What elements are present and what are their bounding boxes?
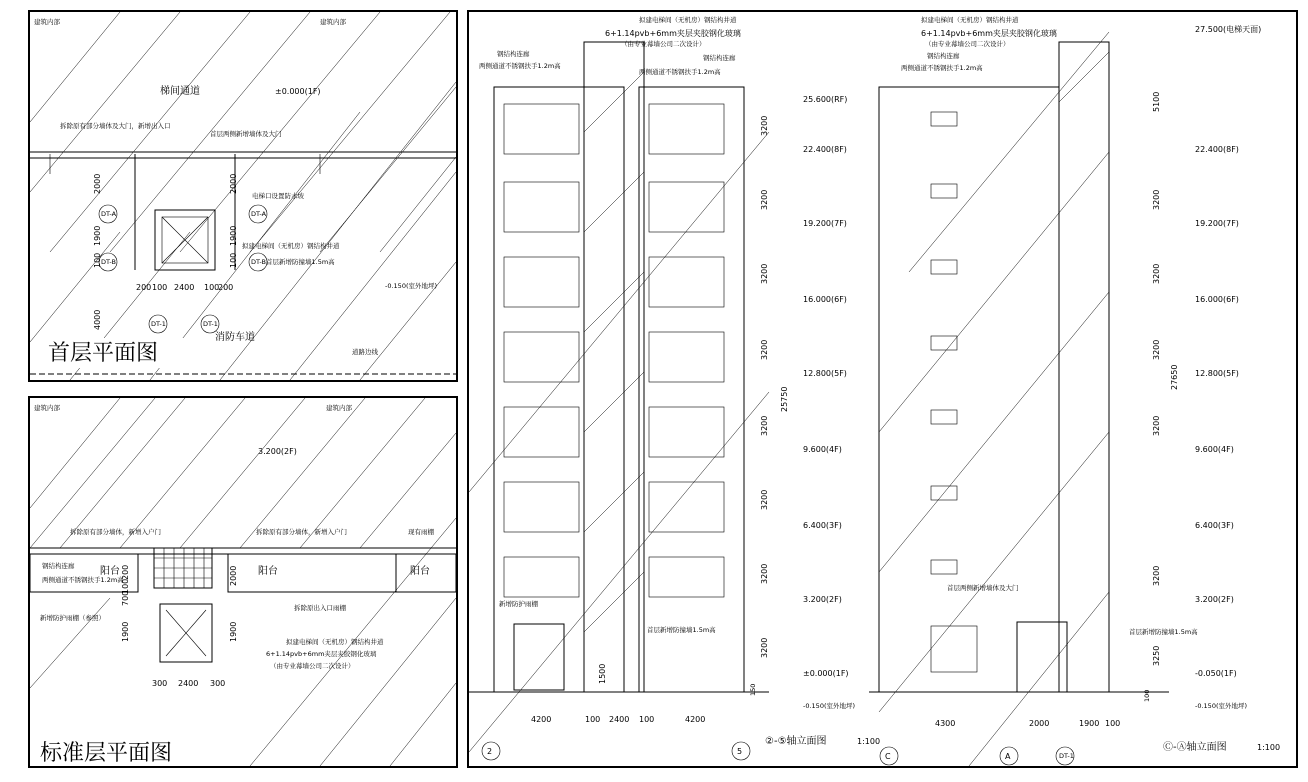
svg-text:100: 100 [121,578,130,594]
svg-text:4300: 4300 [935,719,956,728]
svg-text:6.400(3F): 6.400(3F) [1195,521,1234,530]
svg-text:3200: 3200 [760,115,769,136]
elevations-panel [467,10,1298,768]
elevation1-entrance-door [514,624,564,690]
elevation2-elevator-shaft [1059,42,1109,692]
svg-text:3200: 3200 [1152,415,1161,436]
ground-floor-plan-panel [28,10,458,382]
elev2-title: Ⓒ-Ⓐ轴立面图 [1163,742,1227,753]
elevation2-hatch [879,32,1109,766]
svg-text:100: 100 [93,252,102,268]
note-waterproof-slope: 电梯口设置防水坡 [252,192,304,200]
note-existing-canopy: 现有雨棚 [408,528,434,536]
tag-dt-1-left [149,315,167,333]
vertical-dimensions [121,565,238,642]
elev2-horizontal-dims [935,719,1120,728]
elev1-note-canopy: 新增防护雨棚 [499,600,538,608]
svg-text:200: 200 [218,283,234,292]
svg-text:3.200(2F): 3.200(2F) [1195,595,1234,604]
svg-text:100: 100 [1143,689,1151,702]
label-building-interior-right: 建筑内部 [320,18,346,26]
svg-text:4200: 4200 [685,715,706,724]
svg-text:±0.000(1F): ±0.000(1F) [803,669,849,678]
svg-text:6.400(3F): 6.400(3F) [803,521,842,530]
elev1-note-shaft: 拟建电梯间（无机房）钢结构井道 [639,16,737,24]
elev2-axis-a [1000,747,1018,765]
svg-text:5: 5 [737,747,743,756]
svg-text:12.800(5F): 12.800(5F) [803,369,847,378]
svg-text:200: 200 [121,564,130,580]
label-building-interior-right: 建筑内部 [326,404,352,412]
svg-text:DT-B: DT-B [251,258,266,266]
svg-text:100: 100 [229,252,238,268]
elev2-level-labels [1195,24,1261,710]
svg-text:3200: 3200 [1152,189,1161,210]
tag-dt-a-left [99,205,117,223]
svg-text:2400: 2400 [174,283,195,292]
note-handrail: 两侧通道不锈钢扶手1.2m高 [42,576,124,584]
ground-floor-plan-drawing [30,12,456,380]
elev1-note-corridor-right: 钢结构连廊 [703,54,736,62]
balcony-label-middle: 阳台 [258,566,278,577]
svg-text:22.400(8F): 22.400(8F) [1195,145,1239,154]
horizontal-dimensions [136,283,233,292]
svg-text:-0.150(室外地坪): -0.150(室外地坪) [803,702,856,710]
elevations-drawing [469,12,1296,766]
elev2-note-glass: 6+1.14pvb+6mm夹层夹胶钢化玻璃 [921,29,1057,38]
elev2-tag-dt-1 [1056,747,1074,765]
elevation-outdoor: -0.150(室外地坪) [385,282,438,290]
elev1-note-rail-right: 两侧通道不锈钢扶手1.2m高 [639,68,721,76]
svg-text:300: 300 [152,679,168,688]
elev1-note-glass: 6+1.14pvb+6mm夹层夹胶钢化玻璃 [605,29,741,38]
svg-text:DT-1: DT-1 [151,320,166,328]
svg-text:DT-A: DT-A [101,210,117,218]
svg-text:3250: 3250 [1152,645,1161,666]
svg-text:2000: 2000 [93,173,102,194]
elev2-vertical-dims [1143,92,1179,702]
svg-text:2000: 2000 [229,173,238,194]
svg-text:3200: 3200 [760,489,769,510]
elev1-note-design: （由专业幕墙公司二次设计） [621,40,706,48]
balcony-label-right: 阳台 [410,566,430,577]
note-crash-wall: 首层新增防撞墙1.5m高 [266,258,335,266]
svg-text:700: 700 [121,590,130,606]
svg-text:3200: 3200 [760,415,769,436]
svg-text:16.000(6F): 16.000(6F) [1195,295,1239,304]
svg-text:19.200(7F): 19.200(7F) [1195,219,1239,228]
svg-text:12.800(5F): 12.800(5F) [1195,369,1239,378]
svg-text:16.000(6F): 16.000(6F) [803,295,847,304]
note-steel-corridor: 钢结构连廊 [42,562,75,570]
elevation-1f: ±0.000(1F) [275,87,321,96]
svg-text:3200: 3200 [760,189,769,210]
svg-text:5100: 5100 [1152,91,1161,112]
svg-text:22.400(8F): 22.400(8F) [803,145,847,154]
elev1-note-wall: 首层新增防撞墙1.5m高 [647,626,716,634]
svg-text:100: 100 [1105,719,1121,728]
corridor-label: 梯间通道 [160,86,200,97]
svg-text:4000: 4000 [93,309,102,330]
elev2-note-shaft: 拟建电梯间（无机房）钢结构井道 [921,16,1019,24]
elev1-scale: 1:100 [857,737,881,746]
svg-text:1500: 1500 [598,663,607,684]
svg-text:1900: 1900 [229,225,238,246]
balcony-middle [228,554,396,592]
svg-text:2400: 2400 [178,679,199,688]
note-new-canopy: 新增防护雨棚（参照） [40,614,105,622]
svg-text:DT-1: DT-1 [203,320,218,328]
elev2-note-door: 首层两侧新增墙体及大门 [947,584,1019,592]
elev2-axis-c [880,747,898,765]
note-new-door: 首层两侧新增墙体及大门 [210,130,282,138]
label-building-interior-left: 建筑内部 [34,404,60,412]
standard-floor-plan-panel [28,396,458,768]
vertical-dimensions [93,174,238,330]
elevation-2f: 3.200(2F) [258,447,297,456]
svg-text:3200: 3200 [760,263,769,284]
svg-text:100: 100 [152,283,168,292]
svg-text:1900: 1900 [93,225,102,246]
note-elevator-shaft: 拟建电梯间（无机房）钢结构井道 [286,638,384,646]
svg-text:1900: 1900 [121,621,130,642]
svg-text:9.600(4F): 9.600(4F) [803,445,842,454]
fire-lane-label: 消防车道 [215,332,255,343]
tag-dt-1-right [201,315,219,333]
svg-text:3.200(2F): 3.200(2F) [803,595,842,604]
svg-text:300: 300 [210,679,226,688]
svg-text:DT-B: DT-B [101,258,116,266]
plan-title-standard-floor: 标准层平面图 [40,741,173,766]
svg-text:100: 100 [585,715,601,724]
elev1-vertical-dims [598,116,789,696]
svg-text:-0.050(1F): -0.050(1F) [1195,669,1237,678]
elev1-title: ②-⑤轴立面图 [765,736,827,747]
svg-text:2: 2 [487,747,493,756]
svg-text:100: 100 [204,283,220,292]
plan-title-ground-floor: 首层平面图 [48,341,159,366]
elev1-note-rail-left: 两侧通道不锈钢扶手1.2m高 [479,62,561,70]
svg-text:200: 200 [136,283,152,292]
balcony-label-left: 阳台 [100,566,120,577]
elev2-scale: 1:100 [1257,743,1281,752]
elevation1-elevator-shaft [584,42,644,692]
note-elevator-shaft: 拟建电梯间（无机房）钢结构井道 [242,242,340,250]
svg-text:25.600(RF): 25.600(RF) [803,95,848,104]
svg-text:DT-1: DT-1 [1059,752,1074,760]
horizontal-dimensions [152,679,225,688]
tag-dt-b-right [249,253,267,271]
label-building-interior-left: 建筑内部 [34,18,60,26]
elevation1-windows [504,104,724,597]
svg-text:1900: 1900 [1079,719,1100,728]
standard-floor-plan-drawing [30,398,456,766]
elev2-note-wall: 首层新增防撞墙1.5m高 [1129,628,1198,636]
note-glass-spec: 6+1.14pvb+6mm夹层夹胶钢化玻璃 [266,650,377,658]
svg-text:3200: 3200 [760,637,769,658]
note-secondary-design: （由专业幕墙公司二次设计） [270,662,355,670]
elevation1-building-right [639,87,744,692]
svg-text:2000: 2000 [229,565,238,586]
elev1-horizontal-dims [531,715,705,724]
elev2-note-corridor: 钢结构连廊 [927,52,960,60]
svg-text:C: C [885,752,891,761]
note-remove-wall-left: 拆除原有部分墙体，新增入户门 [70,528,161,536]
note-remove-wall-right: 拆除原有部分墙体，新增入户门 [256,528,347,536]
note-remove-wall: 拆除原有部分墙体及大门，新增出入口 [60,122,171,130]
svg-text:4200: 4200 [531,715,552,724]
elev1-axis-5 [732,742,750,760]
svg-text:2400: 2400 [609,715,630,724]
elev1-note-corridor-left: 钢结构连廊 [497,50,530,58]
elev1-total-height: 25750 [780,386,789,412]
svg-text:3200: 3200 [1152,565,1161,586]
elevation2-building [879,87,1059,692]
svg-text:3200: 3200 [760,563,769,584]
elevation2-shaft-windows [931,112,957,574]
svg-text:-0.150(室外地坪): -0.150(室外地坪) [1195,702,1248,710]
svg-text:2000: 2000 [1029,719,1050,728]
elev1-axis-2 [482,742,500,760]
svg-text:9.600(4F): 9.600(4F) [1195,445,1234,454]
svg-text:100: 100 [639,715,655,724]
svg-text:3200: 3200 [1152,339,1161,360]
svg-text:150: 150 [749,683,757,696]
road-line-label: 道路边线 [352,348,378,356]
svg-text:27.500(电梯天面): 27.500(电梯天面) [1195,25,1262,34]
tag-dt-a-right [249,205,267,223]
svg-text:DT-A: DT-A [251,210,267,218]
note-remove-exit-canopy: 拆除原出入口雨棚 [294,604,346,612]
elevation2-ground-window [931,626,977,672]
elev2-note-design: （由专业幕墙公司二次设计） [925,40,1010,48]
svg-text:19.200(7F): 19.200(7F) [803,219,847,228]
svg-text:A: A [1005,752,1011,761]
svg-text:3200: 3200 [760,339,769,360]
elev1-level-labels [803,95,855,710]
svg-text:3200: 3200 [1152,263,1161,284]
svg-text:1900: 1900 [229,621,238,642]
elev2-note-rail: 两侧通道不锈钢扶手1.2m高 [901,64,983,72]
elev2-total-height: 27650 [1170,364,1179,390]
